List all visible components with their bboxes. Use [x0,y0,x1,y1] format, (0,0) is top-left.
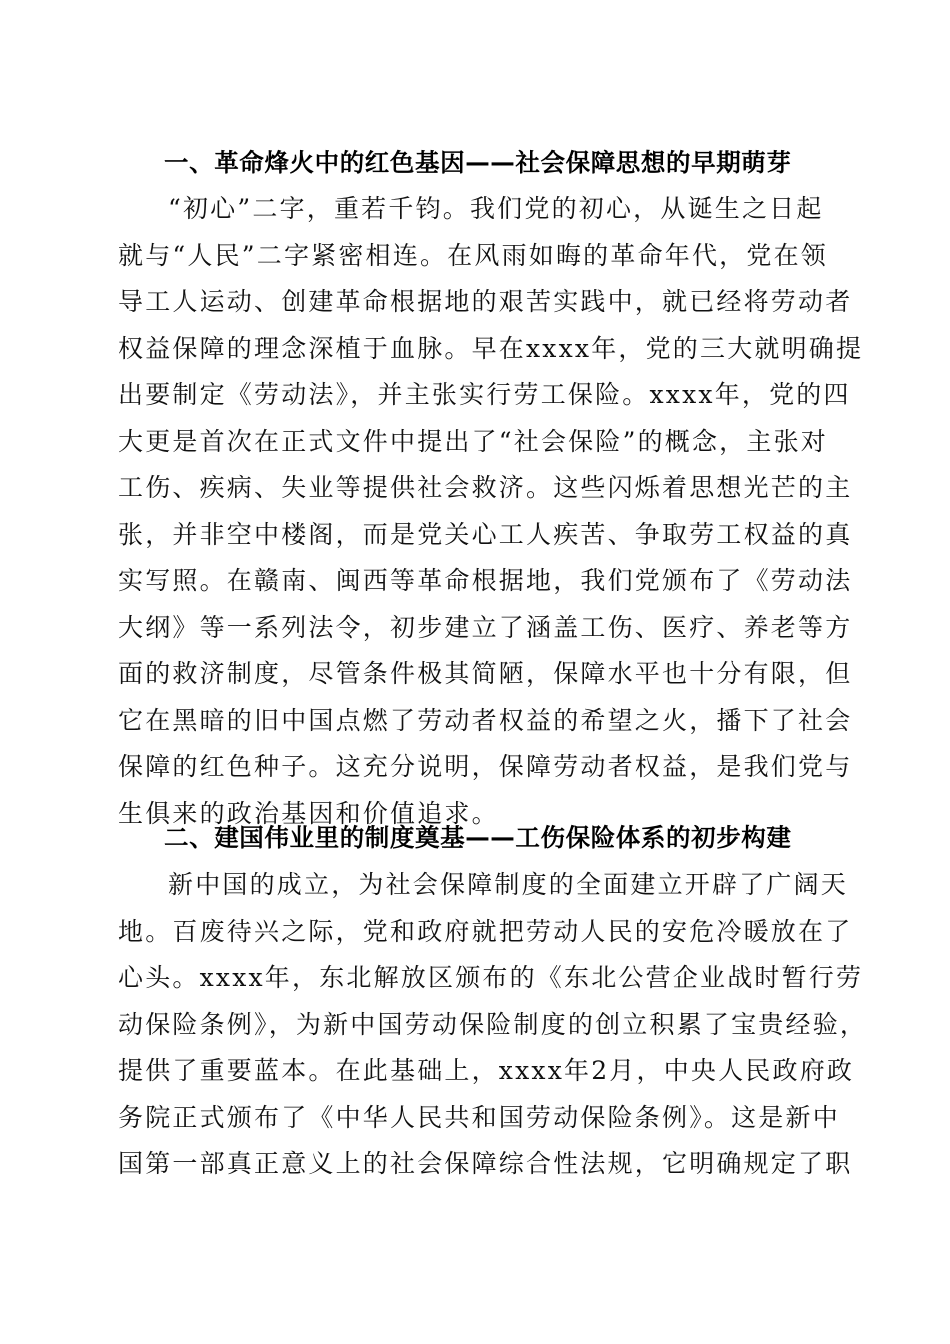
paragraph-line: 工伤、疾病、失业等提供社会救济。这些闪烁着思想光芒的主 [118,473,853,502]
paragraph-line: 地。百废待兴之际，党和政府就把劳动人民的安危冷暖放在了 [118,916,853,946]
paragraph-line: 务院正式颁布了《中华人民共和国劳动保险条例》。这是新中 [118,1102,840,1132]
paragraph-line: 大更是首次在正式文件中提出了“社会保险”的概念，主张对 [118,426,828,456]
paragraph-line: “初心”二字，重若千钧。我们党的初心，从诞生之日起 [168,194,824,223]
paragraph-line: 权益保障的理念深植于血脉。早在xxxx年，党的三大就明确提 [118,333,864,363]
paragraph-line: 提供了重要蓝本。在此基础上，xxxx年2月，中央人民政府政 [118,1056,855,1085]
paragraph-line: 张，并非空中楼阁，而是党关心工人疾苦、争取劳工权益的真 [118,519,853,549]
paragraph-line: 导工人运动、创建革命根据地的艰苦实践中，就已经将劳动者 [118,287,853,316]
section-2-heading: 二、建国伟业里的制度奠基——工伤保险体系的初步构建 [164,823,792,852]
section-1-heading: 一、革命烽火中的红色基因——社会保障思想的早期萌芽 [164,148,792,177]
paragraph-line: 实写照。在赣南、闽西等革命根据地，我们党颁布了《劳动法 [118,566,853,595]
paragraph-line: 心头。xxxx年，东北解放区颁布的《东北公营企业战时暂行劳 [118,963,864,992]
section-1-paragraph [118,186,864,837]
paragraph-line: 就与“人民”二字紧密相连。在风雨如晦的革命年代，党在领 [118,240,828,270]
paragraph-line: 动保险条例》，为新中国劳动保险制度的创立积累了宝贵经验， [118,1009,868,1039]
paragraph-line: 出要制定《劳动法》，并主张实行劳工保险。xxxx年，党的四 [118,380,851,409]
paragraph-line: 大纲》等一系列法令，初步建立了涵盖工伤、医疗、养老等方 [118,612,853,642]
paragraph-line: 生俱来的政治基因和价值追求。 [118,798,499,828]
paragraph-line: 它在黑暗的旧中国点燃了劳动者权益的希望之火，播下了社会 [118,705,853,735]
paragraph-line: 新中国的成立，为社会保障制度的全面建立开辟了广阔天 [168,870,849,899]
paragraph-line: 国第一部真正意义上的社会保障综合性法规，它明确规定了职 [118,1149,853,1178]
section-2-paragraph [118,862,868,1188]
paragraph-line: 保障的红色种子。这充分说明，保障劳动者权益，是我们党与 [118,752,853,781]
paragraph-line: 面的救济制度，尽管条件极其简陋，保障水平也十分有限，但 [118,659,853,688]
